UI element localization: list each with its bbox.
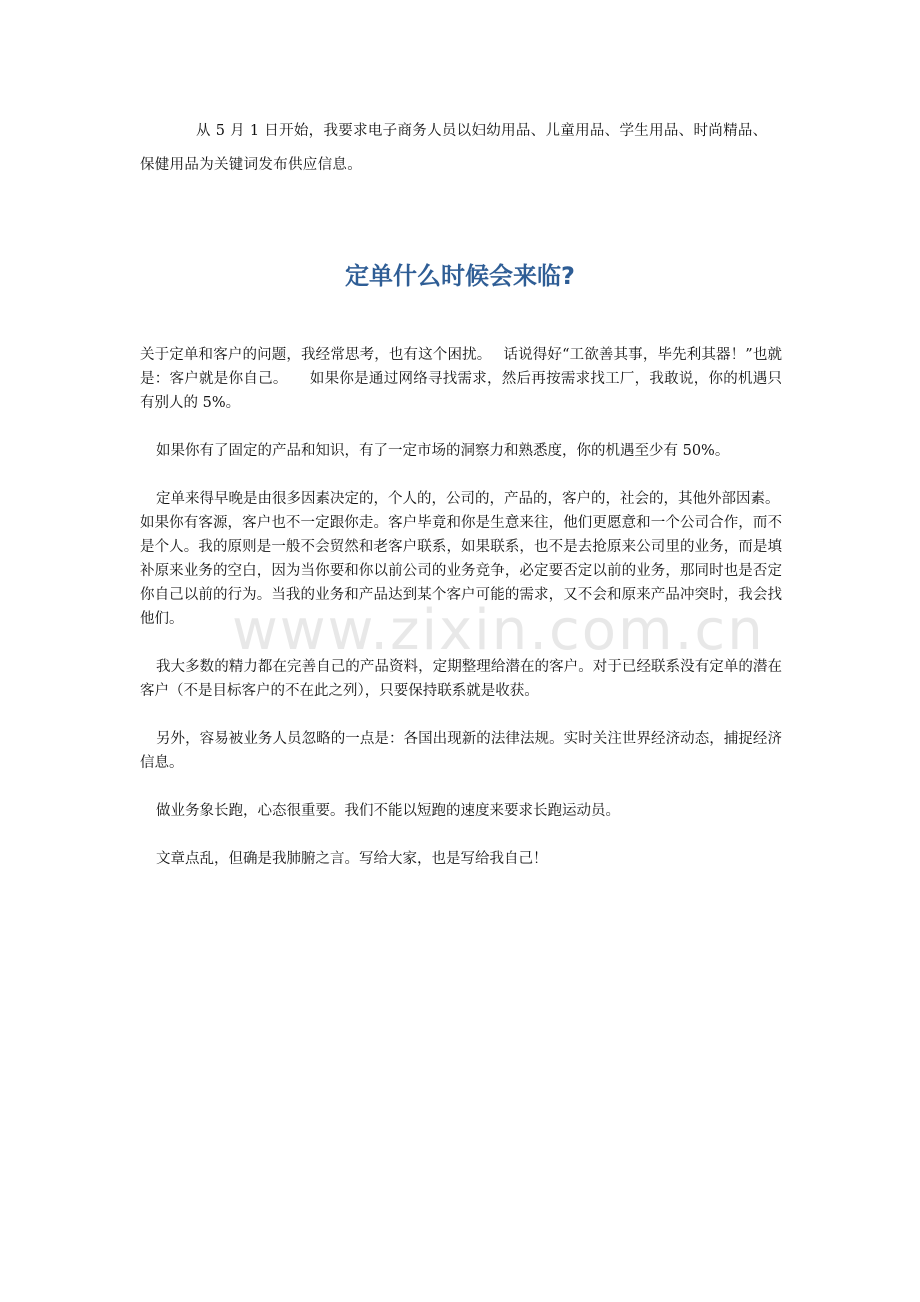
paragraph-gap (140, 631, 782, 655)
article-title: 定单什么时候会来临? (345, 262, 575, 290)
paragraph-gap (140, 775, 782, 799)
paragraph-4: 如果你有客源，客户也不一定跟你走。客户毕竟和你是生意来往，他们更愿意和一个公司合作，而不是个人。我的原则是一般不会贸然和老客户联系，如果联系，也不是去抢原来公司里的业务，而是填补原来业务的空白，因为当你要和你以前公司的业务竞争，必定要否定以前的业务，那同时也是否定你自己以前的行为。当我的业务和产品达到某个客户可能的需求，又不会和原来产品冲突时，我会找他们。 (140, 515, 782, 627)
paragraph-gap (140, 703, 782, 727)
paragraph-7: 做业务象长跑，心态很重要。我们不能以短跑的速度来要求长跑运动员。 (156, 803, 620, 819)
paragraph-8: 文章点乱，但确是我肺腑之言。写给大家，也是写给我自己！ (156, 851, 548, 867)
paragraph-gap (140, 463, 782, 487)
watermark: www.zixin.com.cn (232, 598, 765, 663)
paragraph-2: 如果你有了固定的产品和知识，有了一定市场的洞察力和熟悉度，你的机遇至少有 50%。 (156, 443, 730, 459)
paragraph-3: 定单来得早晚是由很多因素决定的，个人的，公司的，产品的，客户的，社会的，其他外部因素。 (156, 491, 780, 507)
paragraph-5: 我大多数的精力都在完善自己的产品资料，定期整理给潜在的客户。对于已经联系没有定单的潜在客户（不是目标客户的不在此之列），只要保持联系就是收获。 (140, 659, 782, 699)
paragraph-6: 另外，容易被业务人员忽略的一点是：各国出现新的法律法规。实时关注世界经济动态，捕捉经济信息。 (140, 731, 782, 771)
paragraph-gap (140, 415, 782, 439)
paragraph-1: 关于定单和客户的问题，我经常思考，也有这个困扰。 话说得好“工欲善其事，毕先利其器！”也就是：客户就是你自己。 如果你是通过网络寻找需求，然后再按需求找工厂，我敢说，你的机遇只有别人的 5%。 (140, 347, 782, 411)
paragraph-gap (140, 823, 782, 847)
article-body (140, 343, 782, 871)
intro-paragraph: 从 5 月 1 日开始，我要求电子商务人员以妇幼用品、儿童用品、学生用品、时尚精品、保健用品为关键词发布供应信息。 (140, 123, 768, 173)
